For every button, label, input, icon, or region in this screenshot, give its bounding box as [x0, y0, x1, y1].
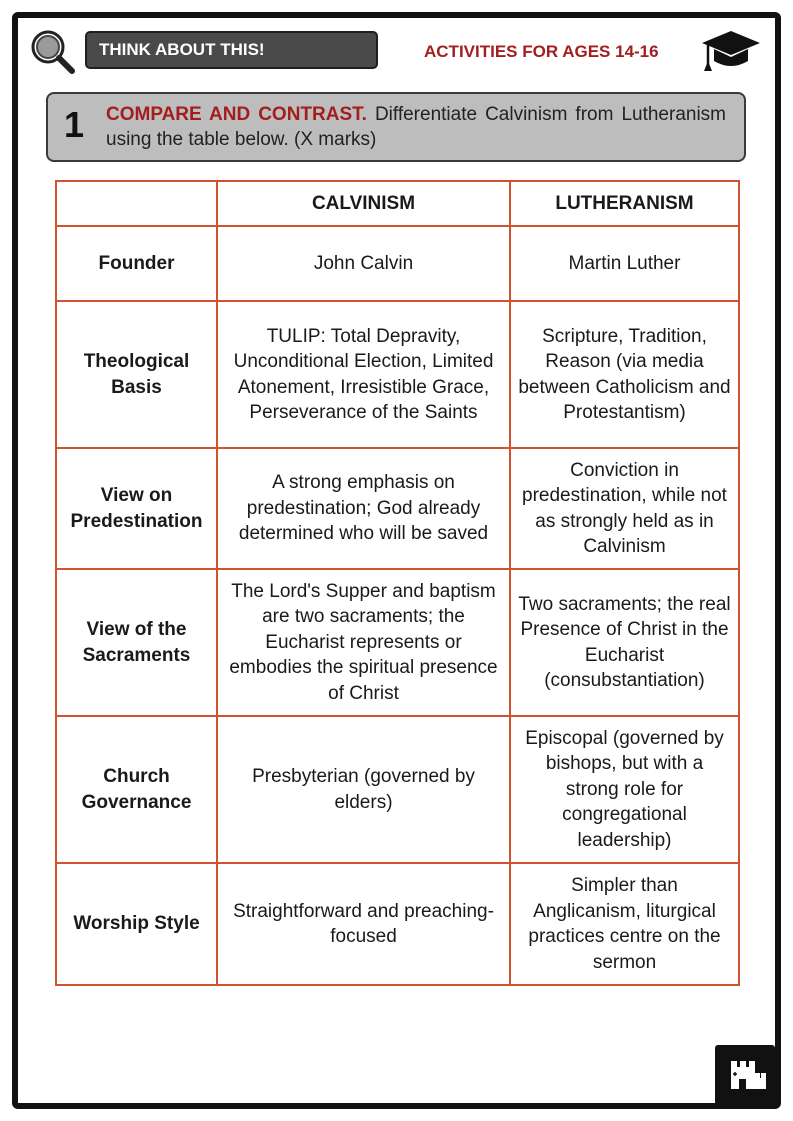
question-number: 1: [64, 104, 85, 145]
lutheranism-cell: Scripture, Tradition, Reason (via media between Catholicism and Protestantism): [510, 301, 739, 448]
lutheranism-cell: Conviction in predestination, while not as strongly held as in Calvinism: [510, 448, 739, 569]
table-row: [56, 569, 739, 716]
table-header-row: [56, 181, 739, 226]
think-about-this-banner: THINK ABOUT THIS!: [85, 31, 378, 69]
row-label: Worship Style: [56, 863, 217, 985]
calvinism-cell: TULIP: Total Depravity, Unconditional Election, Limited Atonement, Irresistible Grace, Perseverance of the Saints: [217, 301, 510, 448]
row-label: Founder: [56, 226, 217, 301]
row-label: Theological Basis: [56, 301, 217, 448]
calvinism-cell: Straightforward and preaching-focused: [217, 863, 510, 985]
header-calvinism: CALVINISM: [217, 181, 510, 226]
instruction-lead: COMPARE AND CONTRAST.: [106, 104, 367, 125]
castle-logo-badge: [715, 1045, 775, 1105]
lutheranism-cell: Episcopal (governed by bishops, but with a strong role for congregational leadership): [510, 716, 739, 863]
row-label: Church Governance: [56, 716, 217, 863]
calvinism-cell: Presbyterian (governed by elders): [217, 716, 510, 863]
instruction-body: Differentiate Calvinism from Lutheranism using the table below. (X marks): [106, 104, 726, 150]
instruction-box: [46, 92, 746, 162]
row-label: View of the Sacraments: [56, 569, 217, 716]
instruction-text: [106, 102, 726, 152]
table-row: [56, 226, 739, 301]
table-row: [56, 448, 739, 569]
row-label: View on Predestination: [56, 448, 217, 569]
table-row: [56, 301, 739, 448]
header-lutheranism: LUTHERANISM: [510, 181, 739, 226]
table-row: [56, 716, 739, 863]
header-empty-cell: [56, 181, 217, 226]
activities-age-label: ACTIVITIES FOR AGES 14-16: [424, 42, 659, 61]
lutheranism-cell: Martin Luther: [510, 226, 739, 301]
lutheranism-cell: Two sacraments; the real Presence of Christ in the Eucharist (consubstantiation): [510, 569, 739, 716]
castle-icon: [715, 1045, 775, 1105]
calvinism-cell: John Calvin: [217, 226, 510, 301]
calvinism-cell: A strong emphasis on predestination; God already determined who will be saved: [217, 448, 510, 569]
comparison-table: [55, 180, 740, 986]
table-row: [56, 863, 739, 985]
calvinism-cell: The Lord's Supper and baptism are two sacraments; the Eucharist represents or embodies the spiritual presence of Christ: [217, 569, 510, 716]
lutheranism-cell: Simpler than Anglicanism, liturgical practices centre on the sermon: [510, 863, 739, 985]
graduation-cap-icon: [700, 27, 762, 77]
magnifier-icon: [30, 29, 76, 75]
